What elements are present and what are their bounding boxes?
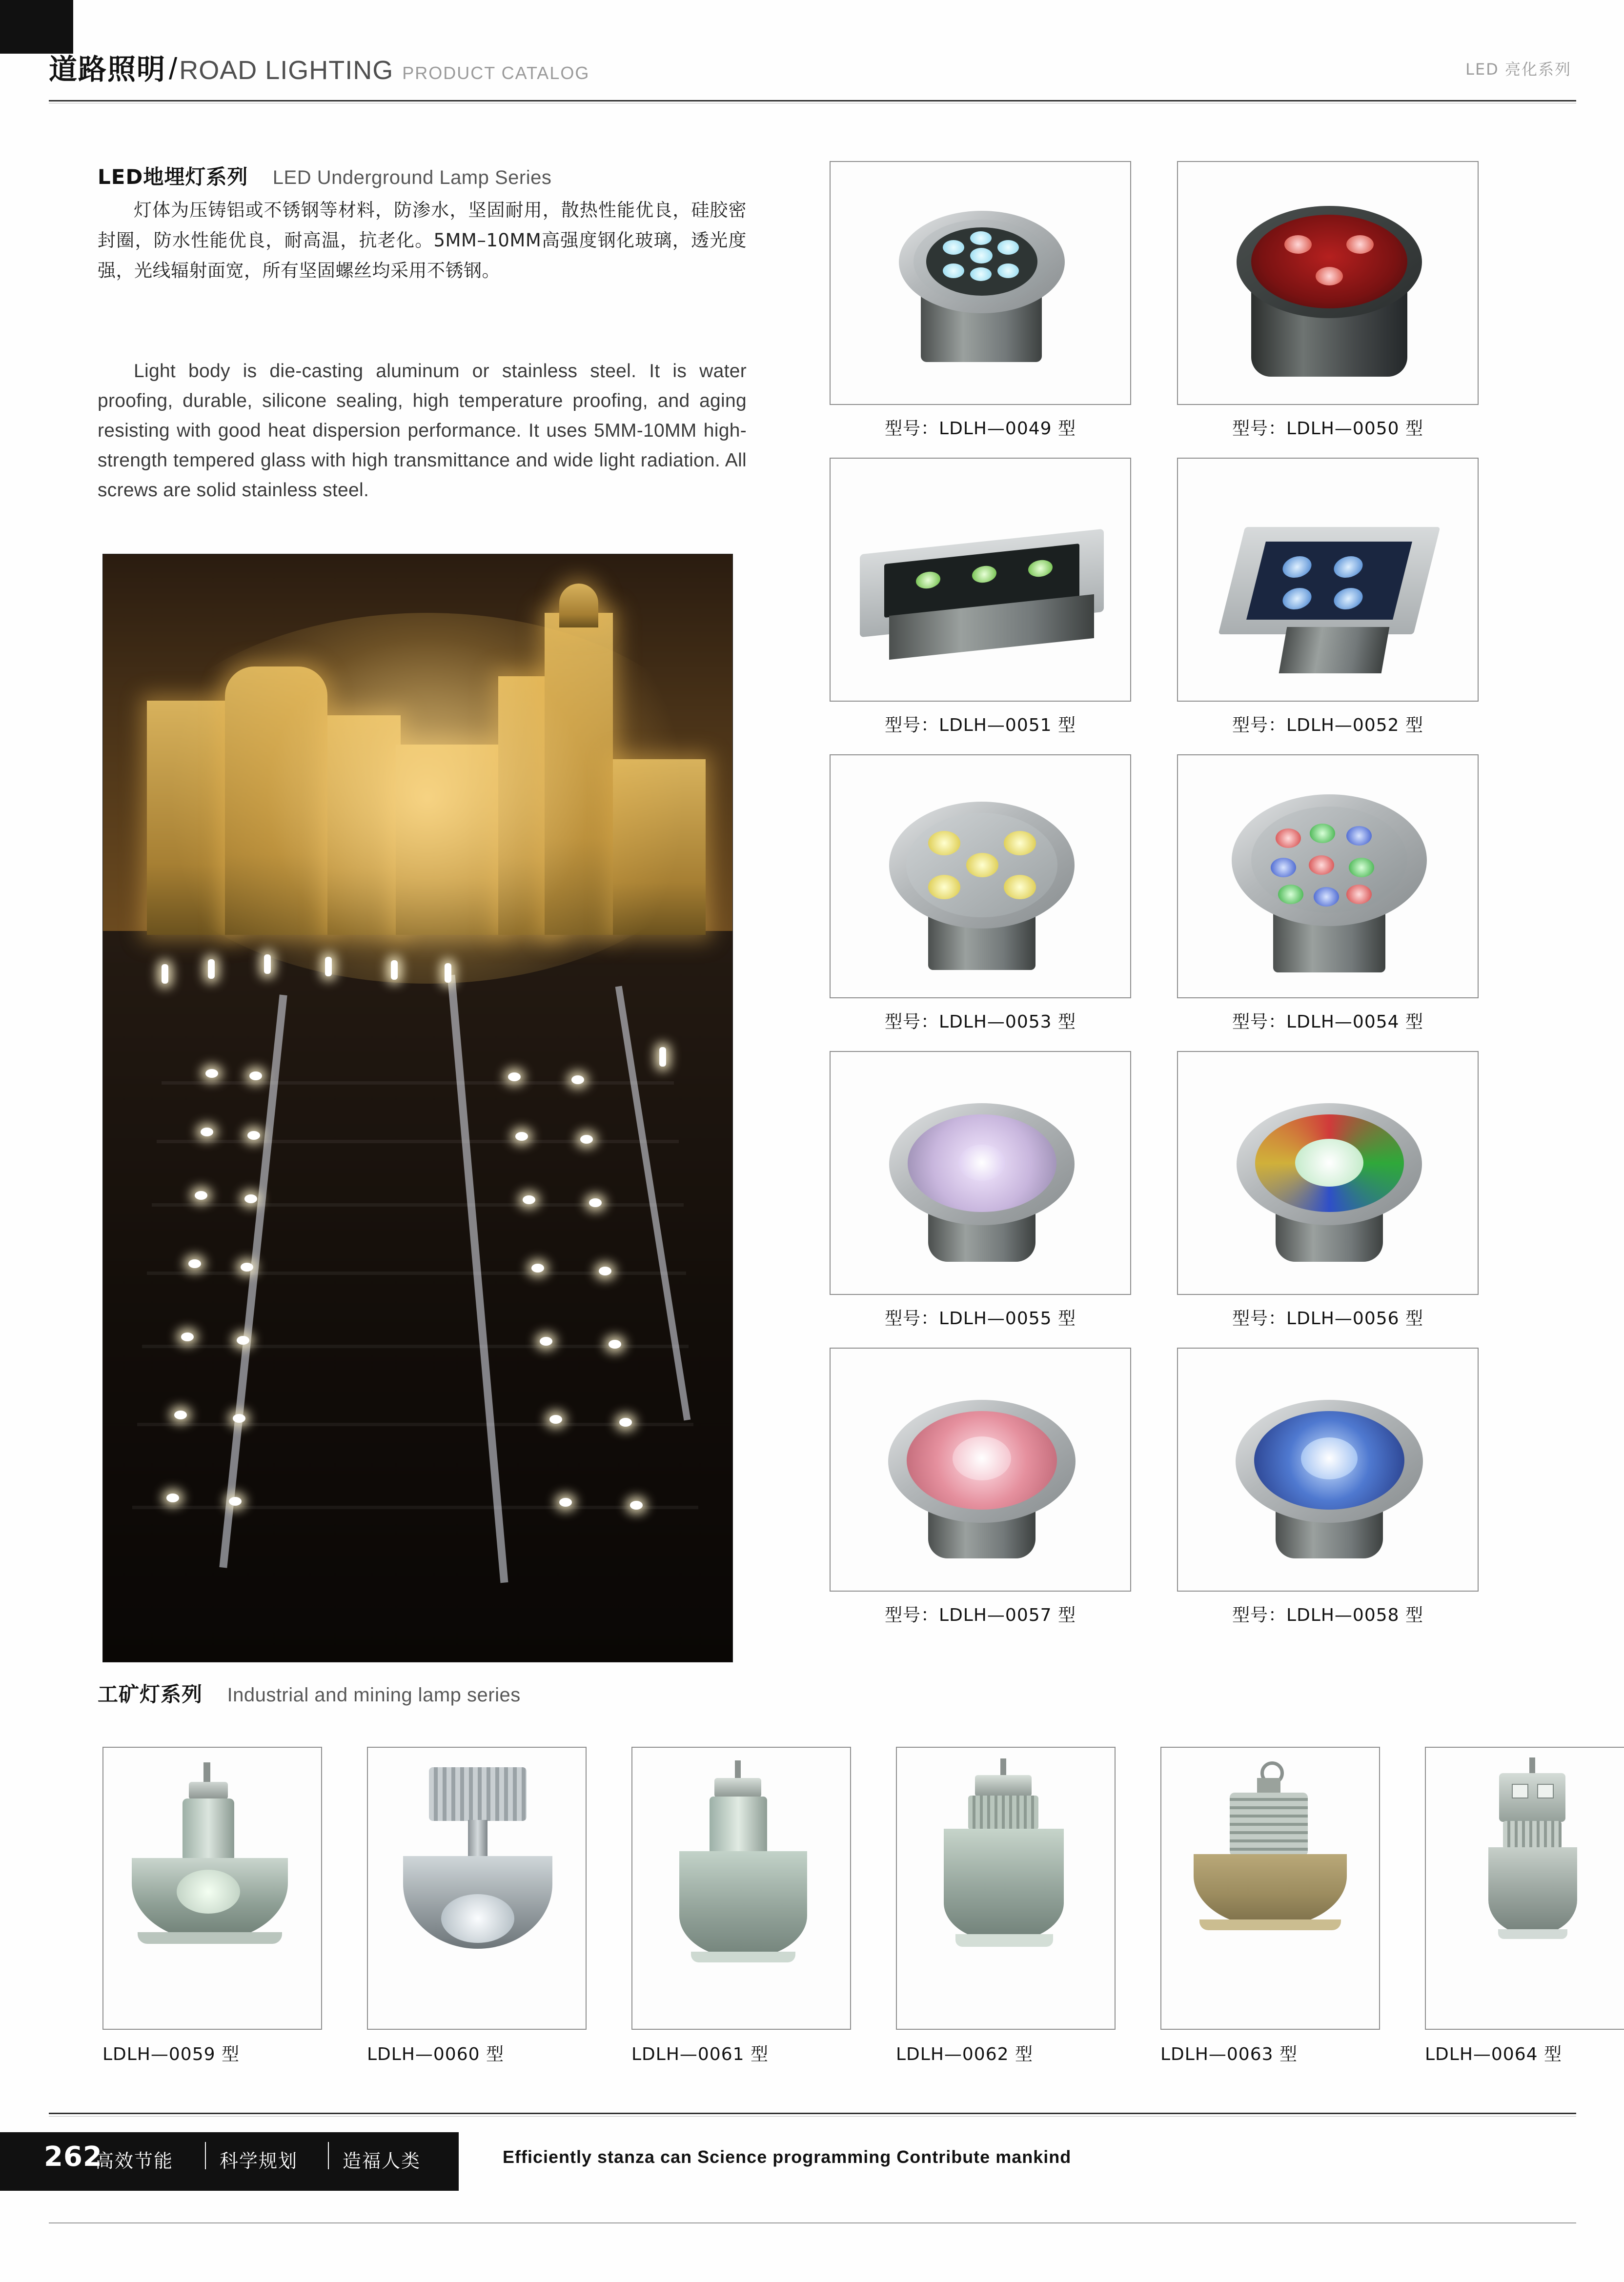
product-image-ldlh-0052 [1177, 458, 1479, 702]
product-card[interactable] [830, 161, 1131, 440]
page-header [49, 46, 1576, 102]
product-caption: 型号：LDLH—0051 型 [885, 715, 1076, 735]
section-title-industrial [98, 1678, 521, 1708]
product-caption: 型号：LDLH—0057 型 [885, 1605, 1076, 1625]
main-application-photo [102, 554, 733, 1662]
footer-rule-thick [49, 2113, 1576, 2114]
header-subtitle-en: PRODUCT CATALOG [402, 63, 590, 83]
product-card[interactable] [1177, 161, 1479, 440]
product-caption: 型号：LDLH—0052 型 [1232, 715, 1423, 735]
product-caption: 型号：LDLH—0056 型 [1232, 1309, 1423, 1329]
section1-paragraph-cn: 灯体为压铸铝或不锈钢等材料，防渗水，坚固耐用，散热性能优良，硅胶密封圈，防水性能优良，耐高温，抗老化。5MM–10MM高强度钢化玻璃，透光度强，光线辐射面宽，所有坚固螺丝均采用不锈钢。 [98, 200, 747, 281]
product-card[interactable] [367, 1747, 587, 2065]
section1-paragraph-en: Light body is die-casting aluminum or stainless steel. It is water proofing, durable, silicone sealing, high temperature proofing, and aging resisting with good heat dispersion performance. It uses 5MM-10MM high-strength tempered glass with high transmittance and wide light radiation. All screws are solid stainless steel. [98, 361, 747, 501]
product-image-ldlh-0050 [1177, 161, 1479, 405]
product-card[interactable] [102, 1747, 322, 2065]
header-title-en: ROAD LIGHTING [179, 56, 394, 85]
product-image-ldlh-0049 [830, 161, 1131, 405]
header-title-group [49, 46, 589, 87]
section2-title-cn: 工矿灯系列 [98, 1682, 203, 1706]
product-card[interactable] [1425, 1747, 1624, 2065]
header-title-cn: 道路照明 [49, 53, 166, 86]
product-card[interactable] [896, 1747, 1116, 2065]
section-title-en: LED Underground Lamp Series [272, 167, 552, 188]
product-image-ldlh-0055 [830, 1051, 1131, 1295]
photo-ground [103, 931, 732, 1662]
page-number: 262 [44, 2141, 102, 2173]
product-card[interactable] [830, 458, 1131, 736]
product-image-ldlh-0061 [631, 1747, 851, 2030]
footer-rule-thin [49, 2116, 1576, 2117]
product-card[interactable] [1177, 1051, 1479, 1330]
product-caption: 型号：LDLH—0050 型 [1232, 419, 1423, 439]
footer-divider-1 [205, 2142, 206, 2169]
product-image-ldlh-0057 [830, 1348, 1131, 1592]
footer-divider-2 [328, 2142, 329, 2169]
product-caption: 型号：LDLH—0049 型 [885, 419, 1076, 439]
product-image-ldlh-0054 [1177, 754, 1479, 998]
product-image-ldlh-0062 [896, 1747, 1116, 2030]
header-series-label: LED 亮化系列 [1465, 60, 1571, 79]
product-card[interactable] [1160, 1747, 1380, 2065]
product-caption: 型号：LDLH—0058 型 [1232, 1605, 1423, 1625]
product-card[interactable] [1177, 1348, 1479, 1626]
header-slash: / [169, 52, 178, 86]
product-image-ldlh-0056 [1177, 1051, 1479, 1295]
header-corner-block [0, 0, 73, 54]
product-image-ldlh-0064 [1425, 1747, 1624, 2030]
product-image-ldlh-0058 [1177, 1348, 1479, 1592]
product-caption: LDLH—0059 型 [102, 2044, 240, 2064]
section2-title-en: Industrial and mining lamp series [227, 1684, 521, 1706]
product-image-ldlh-0060 [367, 1747, 587, 2030]
product-image-ldlh-0051 [830, 458, 1131, 702]
footer-slogan-en: Efficiently stanza can Science programming Contribute mankind [503, 2147, 1072, 2167]
product-card[interactable] [830, 1051, 1131, 1330]
product-image-ldlh-0063 [1160, 1747, 1380, 2030]
product-caption: LDLH—0062 型 [896, 2044, 1033, 2064]
product-card[interactable] [631, 1747, 851, 2065]
product-caption: 型号：LDLH—0053 型 [885, 1012, 1076, 1032]
product-caption: LDLH—0060 型 [367, 2044, 504, 2064]
product-caption: 型号：LDLH—0054 型 [1232, 1012, 1423, 1032]
product-caption: 型号：LDLH—0055 型 [885, 1309, 1076, 1329]
footer-slogan-3: 造福人类 [343, 2150, 421, 2172]
section-title-cn: LED地埋灯系列 [98, 165, 248, 189]
product-card[interactable] [1177, 458, 1479, 736]
product-image-ldlh-0059 [102, 1747, 322, 2030]
footer-slogan-2: 科学规划 [220, 2150, 298, 2172]
product-card[interactable] [830, 754, 1131, 1033]
product-image-ldlh-0053 [830, 754, 1131, 998]
product-card[interactable] [1177, 754, 1479, 1033]
section-title-underground [98, 161, 551, 190]
product-caption: LDLH—0063 型 [1160, 2044, 1298, 2064]
product-caption: LDLH—0064 型 [1425, 2044, 1562, 2064]
product-caption: LDLH—0061 型 [631, 2044, 769, 2064]
footer-bottom-rule [49, 2222, 1576, 2223]
product-card[interactable] [830, 1348, 1131, 1626]
footer-slogan-1: 高效节能 [95, 2150, 174, 2172]
header-rule-thick [49, 100, 1576, 101]
